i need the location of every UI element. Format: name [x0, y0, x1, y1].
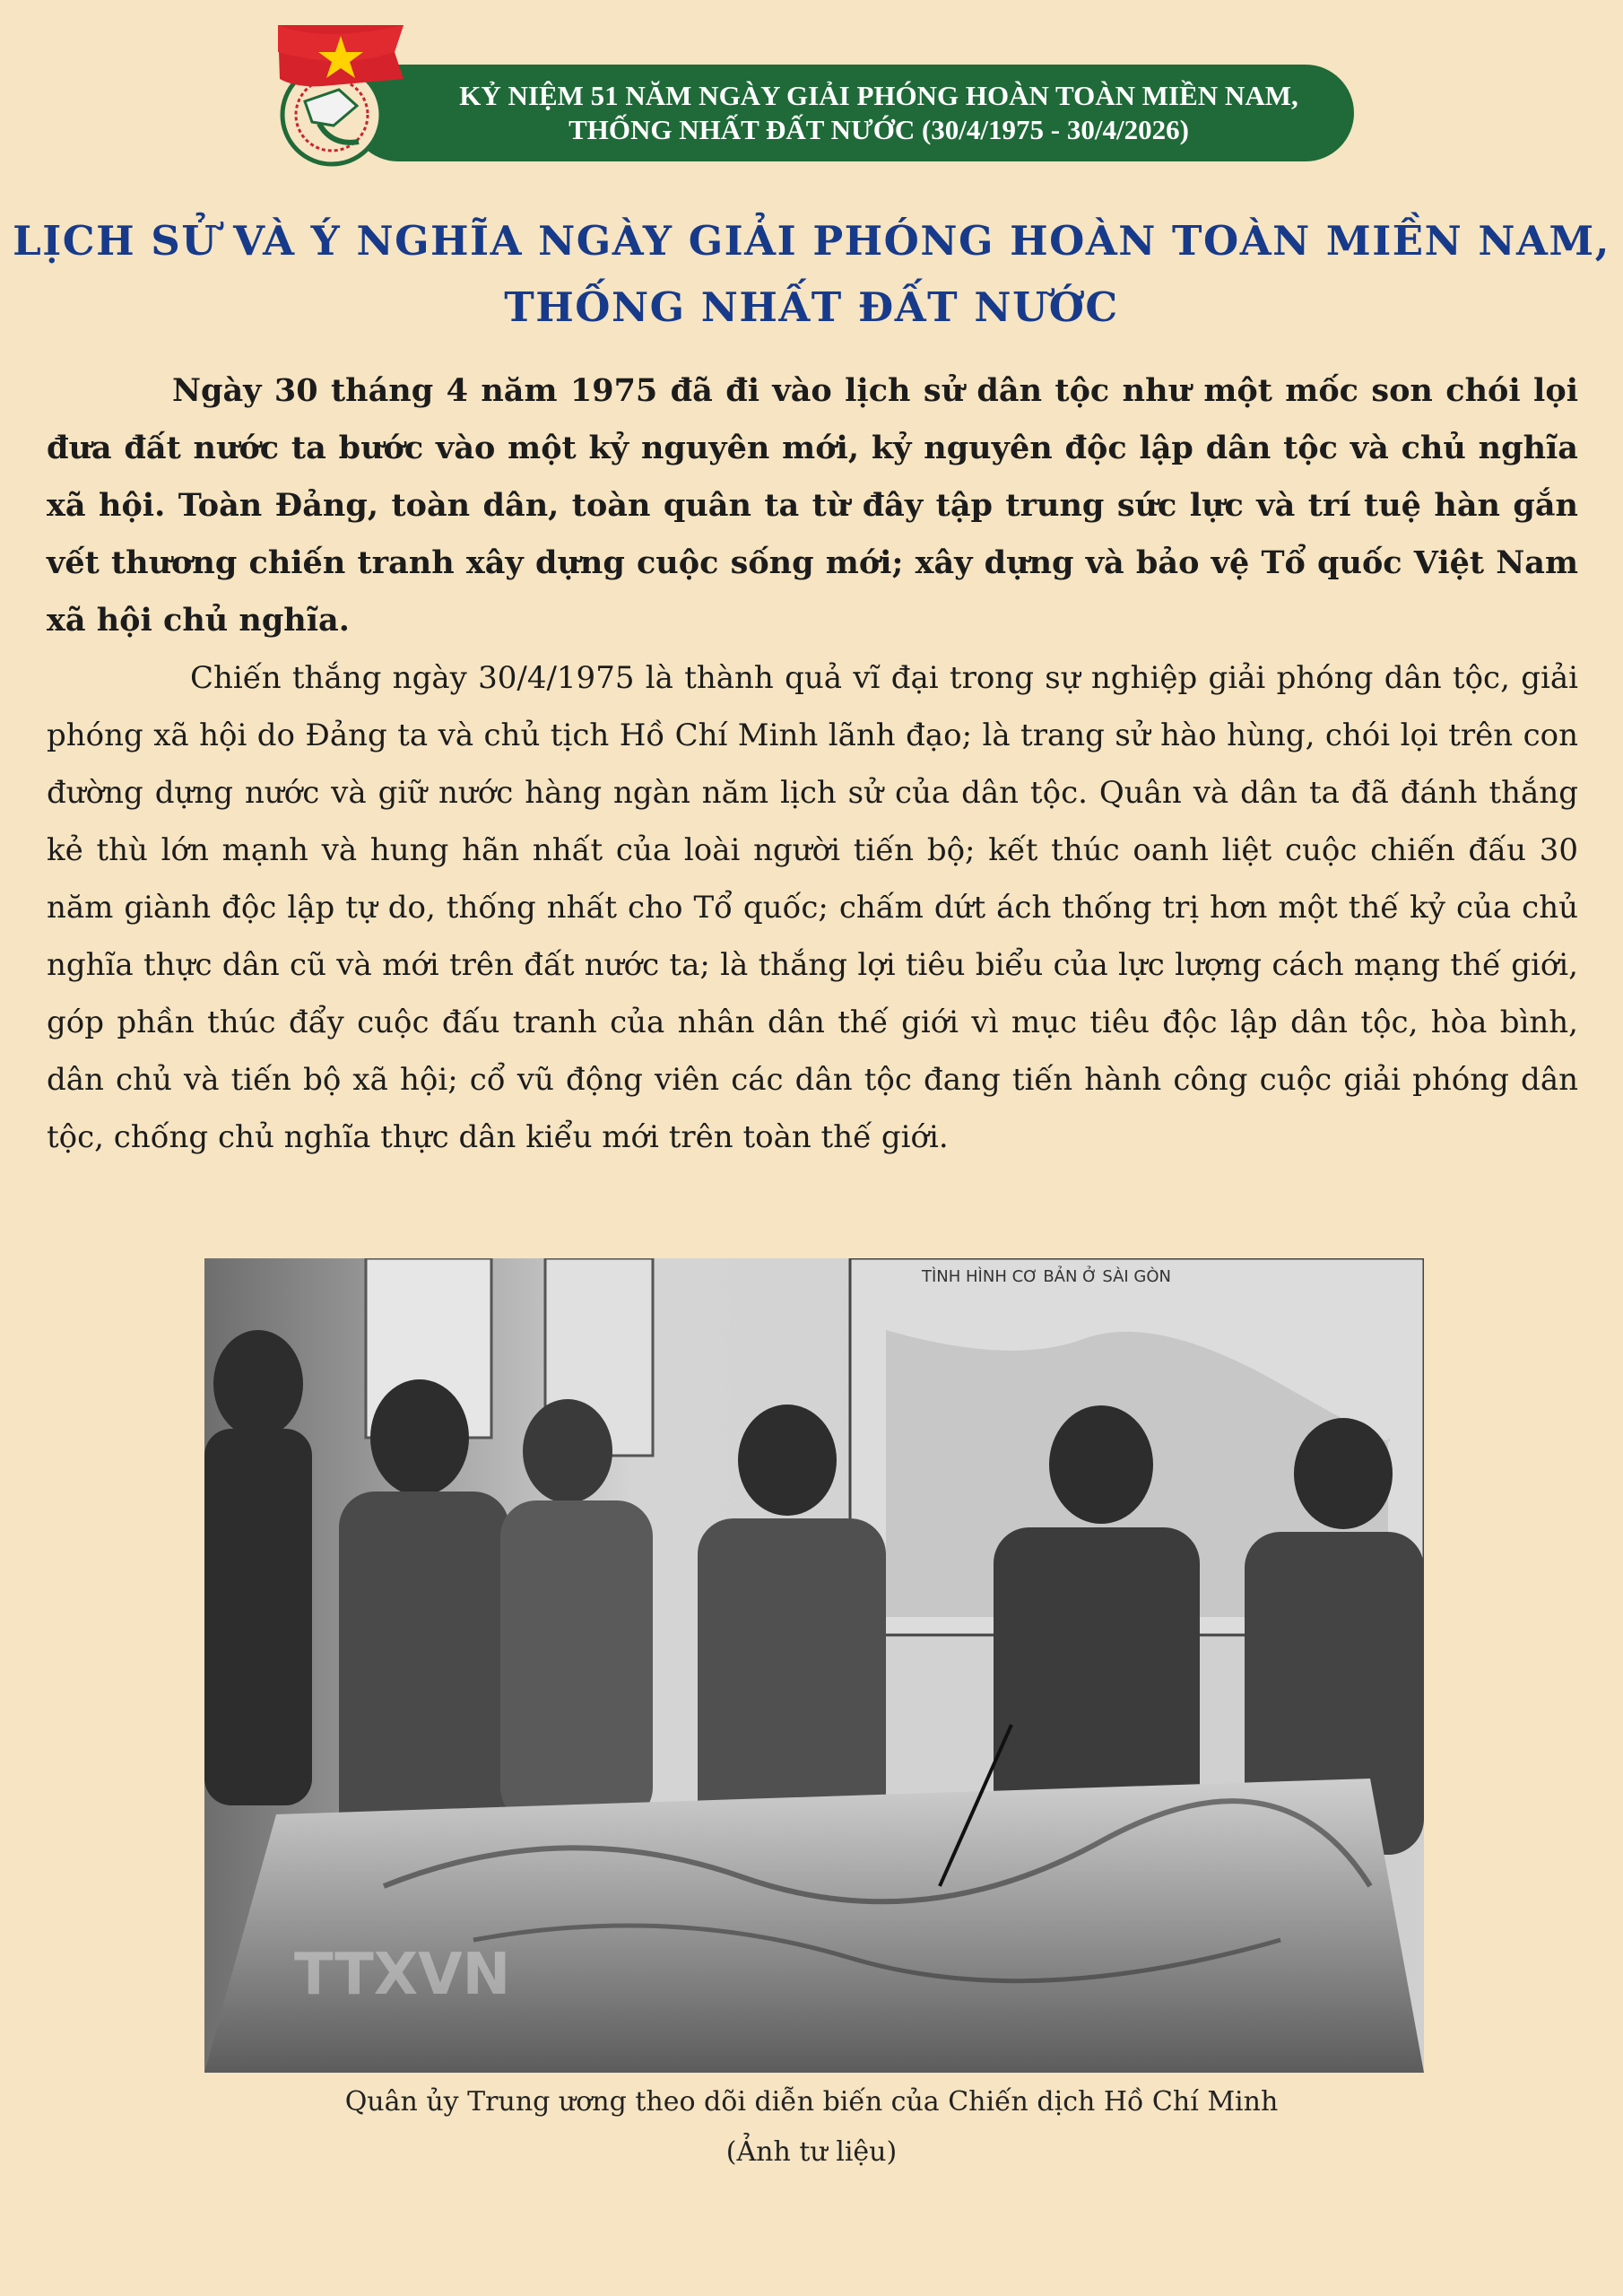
- title-line-1: LỊCH SỬ VÀ Ý NGHĨA NGÀY GIẢI PHÓNG HOÀN TOÀN MIỀN NAM,: [13, 217, 1610, 265]
- historical-photo: [204, 1258, 1424, 2073]
- caption-line-2: (Ảnh tư liệu): [725, 2136, 898, 2168]
- banner-line-2: THỐNG NHẤT ĐẤT NƯỚC (30/4/1975 - 30/4/2026): [568, 114, 1189, 145]
- main-paragraph: [47, 649, 1578, 1166]
- photo-watermark: TTXVN: [294, 1942, 511, 2008]
- photo-illustration: [204, 1258, 1424, 2073]
- youth-union-emblem-icon: [269, 16, 412, 169]
- title-line-2: THỐNG NHẤT ĐẤT NƯỚC: [504, 283, 1119, 331]
- banner-line-1: KỶ NIỆM 51 NĂM NGÀY GIẢI PHÓNG HOÀN TOÀN MIỀN NAM,: [459, 80, 1298, 111]
- intro-paragraph: [47, 362, 1578, 649]
- header: [269, 16, 1358, 169]
- wall-map-heading: TÌNH HÌNH CƠ BẢN Ở SÀI GÒN: [922, 1267, 1172, 1286]
- intro-paragraph-text: Ngày 30 tháng 4 năm 1975 đã đi vào lịch sử dân tộc như một mốc son chói lọi đưa đất nước ta bước vào một kỷ nguyên mới, kỷ nguyên độc lập dân tộc và chủ nghĩa xã hội. Toàn Đảng, toàn dân, toàn quân ta từ đây tập trung sức lực và trí tuệ hàn gắn vết thương chiến tranh xây dựng cuộc sống mới; xây dựng và bảo vệ Tổ quốc Việt Nam xã hội chủ nghĩa.: [47, 372, 1578, 639]
- main-paragraph-text: Chiến thắng ngày 30/4/1975 là thành quả vĩ đại trong sự nghiệp giải phóng dân tộc, giải phóng xã hội do Đảng ta và chủ tịch Hồ Chí Minh lãnh đạo; là trang sử hào hùng, chói lọi trên con đường dựng nước và giữ nước hàng ngàn năm lịch sử của dân tộc. Quân và dân ta đã đánh thắng kẻ thù lớn mạnh và hung hãn nhất của loài người tiến bộ; kết thúc oanh liệt cuộc chiến đấu 30 năm giành độc lập tự do, thống nhất cho Tổ quốc; chấm dứt ách thống trị hơn một thế kỷ của chủ nghĩa thực dân cũ và mới trên đất nước ta; là thắng lợi tiêu biểu của lực lượng cách mạng thế giới, góp phần thúc đẩy cuộc đấu tranh của nhân dân thế giới vì mục tiêu độc lập dân tộc, hòa bình, dân chủ và tiến bộ xã hội; cổ vũ động viên các dân tộc đang tiến hành công cuộc giải phóng dân tộc, chống chủ nghĩa thực dân kiểu mới trên toàn thế giới.: [47, 660, 1578, 1155]
- page-title: [0, 208, 1623, 341]
- anniversary-banner: [350, 65, 1354, 161]
- photo-caption: [0, 2077, 1623, 2178]
- caption-line-1: Quân ủy Trung ương theo dõi diễn biến của Chiến dịch Hồ Chí Minh: [344, 2086, 1279, 2118]
